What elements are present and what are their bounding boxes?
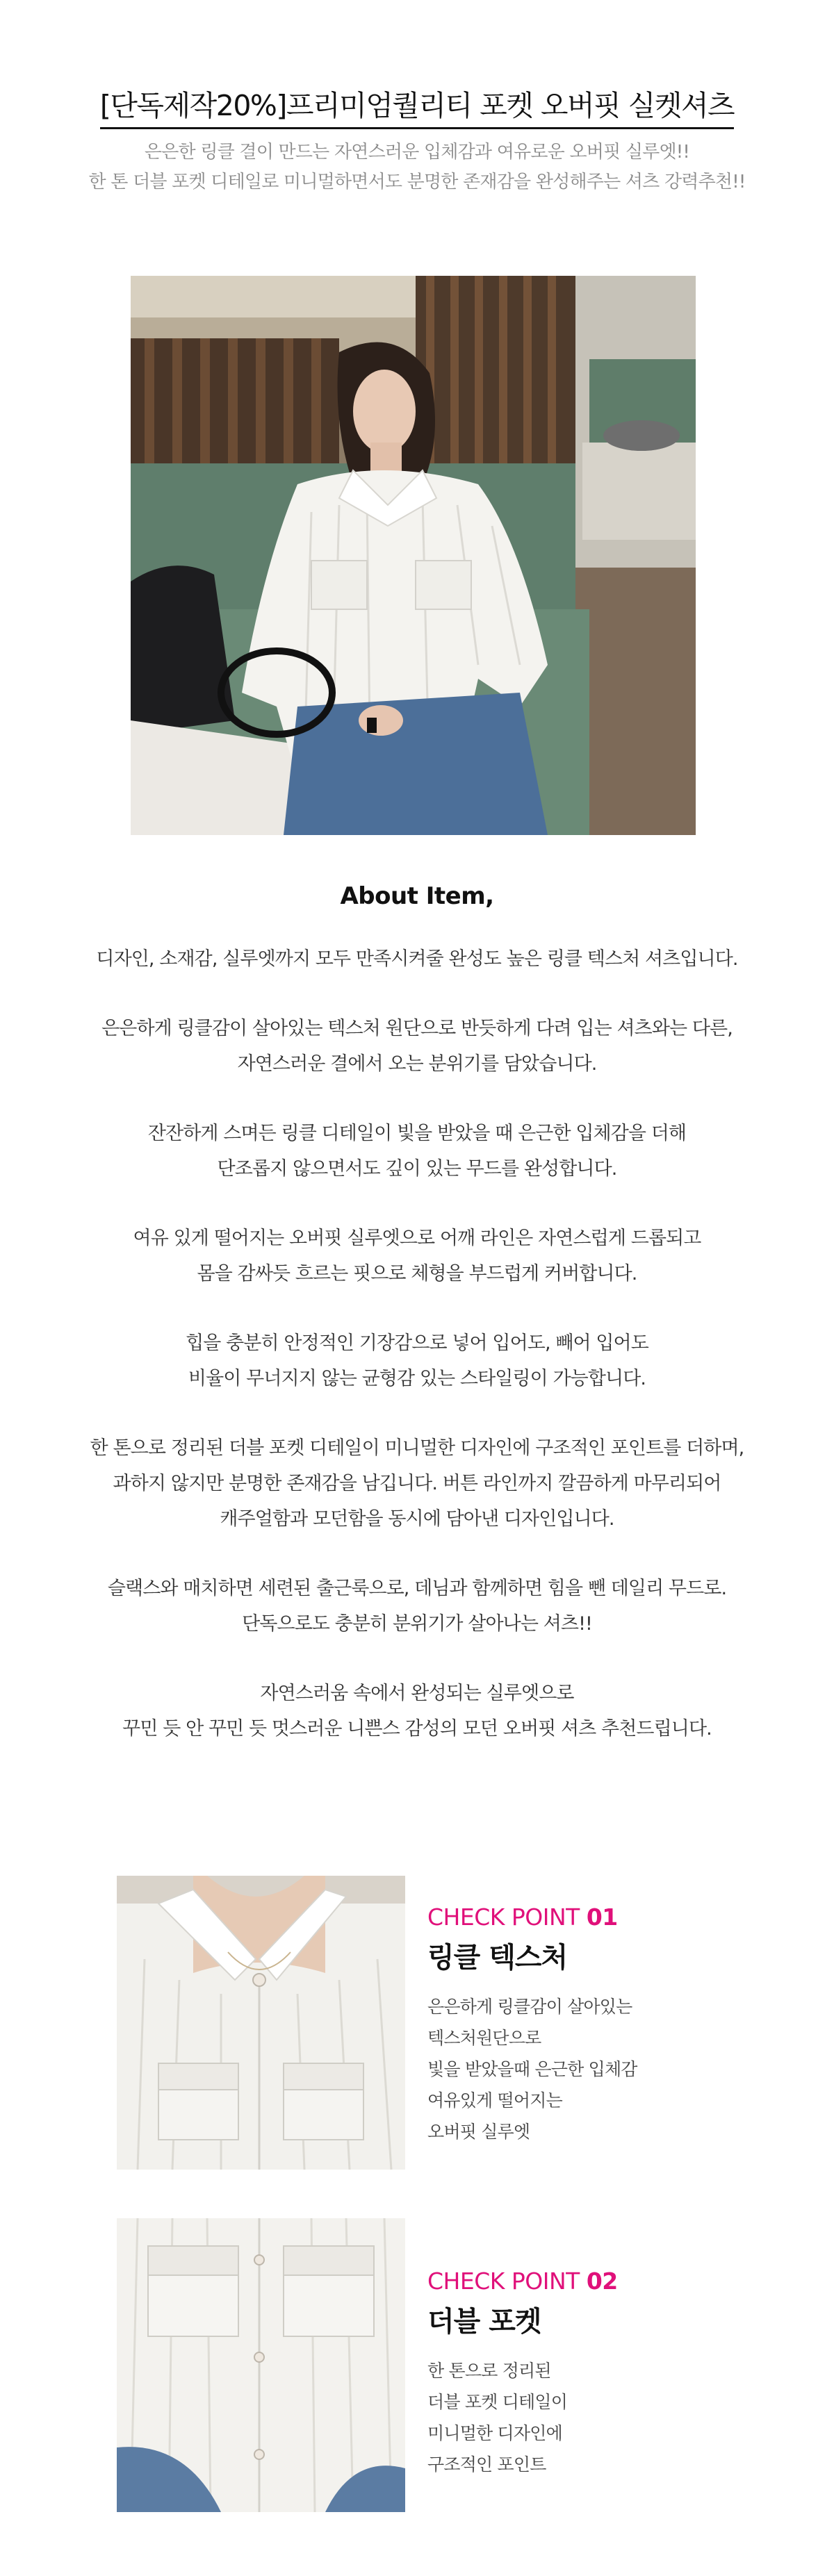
- check-point-description: [427, 2355, 618, 2480]
- about-paragraph: [0, 1326, 834, 1396]
- about-line: 여유 있게 떨어지는 오버핏 실루엣으로 어깨 라인은 자연스럽게 드롭되고: [133, 1228, 701, 1249]
- about-line: 비율이 무너지지 않는 균형감 있는 스타일링이 가능합니다.: [188, 1368, 646, 1389]
- check-point-heading: 링클 텍스처: [427, 1941, 568, 1974]
- check-point-label: [427, 1904, 637, 1931]
- check-point-label-text: CHECK POINT: [427, 2268, 580, 2295]
- about-paragraph: [0, 1676, 834, 1747]
- hero-product-photo: [131, 276, 696, 835]
- about-line: 한 톤으로 정리된 더블 포켓 디테일이 미니멀한 디자인에 구조적인 포인트를 더하며,: [90, 1437, 744, 1459]
- check-point-1: [427, 1904, 637, 2147]
- check-point-line: 여유있게 떨어지는: [427, 2090, 562, 2111]
- about-paragraph: [0, 1430, 834, 1537]
- about-paragraph: [0, 1221, 834, 1291]
- about-item-title: About Item,: [340, 882, 494, 910]
- about-line: 은은하게 링클감이 살아있는 텍스처 원단으로 반듯하게 다려 입는 셔츠와는 다른,: [101, 1018, 733, 1039]
- about-item-body: [0, 941, 834, 1781]
- check-point-2: [427, 2268, 618, 2480]
- about-line: 슬랙스와 매치하면 세련된 출근룩으로, 데님과 함께하면 힘을 뺀 데일리 무드로.: [107, 1578, 727, 1599]
- about-line: 단조롭지 않으면서도 깊이 있는 무드를 완성합니다.: [217, 1158, 617, 1180]
- check-point-line: 오버핏 실루엣: [427, 2121, 530, 2142]
- check-point-number: 02: [586, 2268, 618, 2295]
- about-paragraph: [0, 941, 834, 977]
- about-line: 잔잔하게 스며든 링클 디테일이 빛을 받았을 때 은근한 입체감을 더해: [147, 1123, 687, 1144]
- check-point-number: 01: [586, 1904, 618, 1931]
- about-line: 힙을 충분히 안정적인 기장감으로 넣어 입어도, 빼어 입어도: [186, 1332, 648, 1354]
- check-point-line: 미니멀한 디자인에: [427, 2422, 562, 2443]
- about-paragraph: [0, 1011, 834, 1082]
- about-line: 디자인, 소재감, 실루엣까지 모두 만족시켜줄 완성도 높은 링클 텍스처 셔츠입니다.: [96, 948, 738, 970]
- about-line: 자연스러움 속에서 완성되는 실루엣으로: [260, 1683, 574, 1704]
- check-point-label-text: CHECK POINT: [427, 1904, 580, 1931]
- check-point-description: [427, 1991, 637, 2147]
- about-paragraph: [0, 1116, 834, 1187]
- check-point-label: [427, 2268, 618, 2295]
- subtitle-line: 은은한 링클 결이 만드는 자연스러운 입체감과 여유로운 오버핏 실루엣!!: [144, 142, 690, 163]
- about-line: 몸을 감싸듯 흐르는 핏으로 체형을 부드럽게 커버합니다.: [197, 1263, 637, 1285]
- product-header: [0, 89, 834, 197]
- check-point-1-photo: [117, 1876, 405, 2170]
- check-point-line: 한 톤으로 정리된: [427, 2360, 551, 2381]
- about-line: 꾸민 듯 안 꾸민 듯 멋스러운 니쁜스 감성의 모던 오버핏 셔츠 추천드립니다.: [122, 1718, 712, 1740]
- check-point-line: 텍스처원단으로: [427, 2027, 541, 2048]
- check-point-line: 빛을 받았을때 은근한 입체감: [427, 2058, 637, 2079]
- check-point-line: 구조적인 포인트: [427, 2454, 546, 2475]
- about-line: 단독으로도 충분히 분위기가 살아나는 셔츠!!: [242, 1613, 592, 1635]
- check-point-line: 더블 포켓 디테일이: [427, 2391, 568, 2412]
- about-line: 캐주얼함과 모던함을 동시에 담아낸 디자인입니다.: [220, 1508, 614, 1530]
- check-point-2-photo: [117, 2218, 405, 2512]
- product-title: [단독제작20%]프리미엄퀄리티 포켓 오버핏 실켓셔츠: [100, 89, 734, 129]
- check-point-heading: 더블 포켓: [427, 2305, 541, 2338]
- about-line: 자연스러운 결에서 오는 분위기를 담았습니다.: [237, 1053, 597, 1075]
- subtitle-line: 한 톤 더블 포켓 디테일로 미니멀하면서도 분명한 존재감을 완성해주는 셔츠 강력추천!!: [88, 172, 746, 193]
- check-point-line: 은은하게 링클감이 살아있는: [427, 1996, 632, 2017]
- about-line: 과하지 않지만 분명한 존재감을 남깁니다. 버튼 라인까지 깔끔하게 마무리되어: [113, 1473, 721, 1494]
- about-paragraph: [0, 1571, 834, 1642]
